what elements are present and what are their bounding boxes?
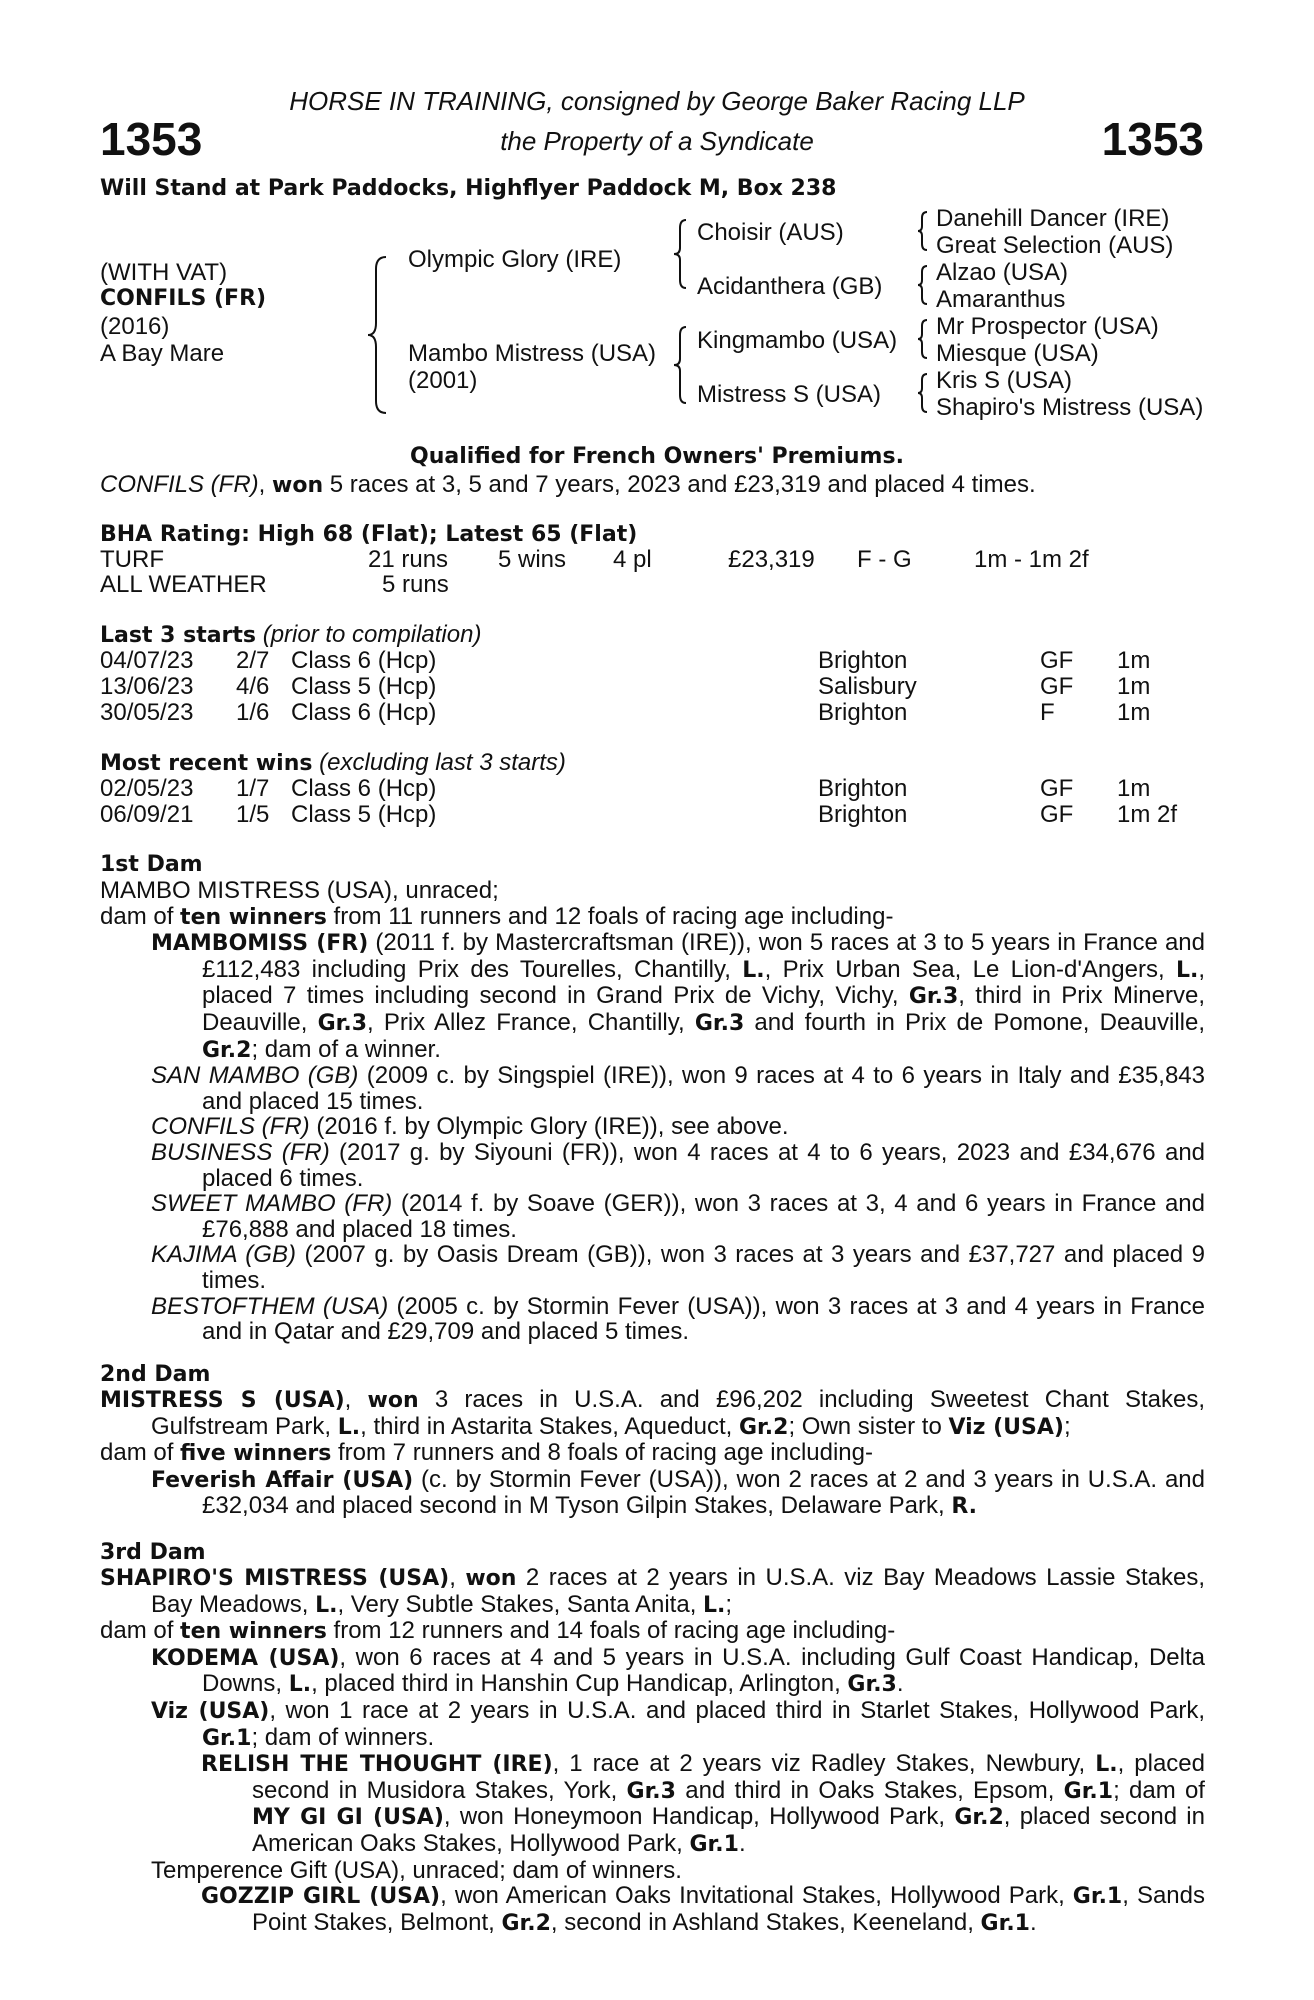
dam2-t1: 3 races in U.S.A. and £96,202 including Sweetest Chant Stakes, Gulfstream Park, bbox=[151, 1386, 1206, 1440]
win-date-0: 02/05/23 bbox=[100, 775, 194, 802]
san-mambo-text: (2009 c. by Singspiel (IRE)), won 9 races at 4 to 6 years in Italy and £35,843 and placed 15 times. bbox=[202, 1062, 1205, 1115]
record-wins-turf: 5 wins bbox=[498, 546, 567, 573]
dam2-name: MISTRESS S (USA) bbox=[100, 1388, 345, 1413]
confils-name: CONFILS (FR) bbox=[151, 1113, 310, 1141]
grade-mark: Gr.3 bbox=[626, 1778, 676, 1804]
relish-t7: . bbox=[738, 1829, 746, 1857]
dam2-d1: dam of bbox=[100, 1439, 181, 1467]
last3-pos-1: 4/6 bbox=[236, 673, 270, 700]
pedigree-dam-dam: Mistress S (USA) bbox=[697, 381, 882, 408]
grade-mark: Gr.3 bbox=[694, 1010, 745, 1036]
gozzip-girl-entry bbox=[201, 1883, 1205, 1936]
brace-g3 bbox=[918, 318, 930, 360]
horse-name: CONFILS (FR) bbox=[100, 286, 267, 311]
grade-mark: Gr.1 bbox=[1063, 1778, 1114, 1804]
record-distance-turf: 1m - 1m 2f bbox=[974, 546, 1089, 573]
brace-g2 bbox=[918, 264, 930, 306]
dam1-section bbox=[100, 878, 1205, 1345]
summary-won: won bbox=[272, 473, 324, 498]
grade-mark: Gr.1 bbox=[689, 1831, 739, 1857]
kajima-entry bbox=[151, 1242, 1205, 1293]
viz-name: Viz (USA) bbox=[151, 1698, 270, 1724]
dam2-section bbox=[100, 1387, 1205, 1520]
pedigree-g3: Alzao (USA) bbox=[936, 259, 1069, 286]
viz-entry bbox=[151, 1698, 1205, 1751]
pedigree-sire-sire: Choisir (AUS) bbox=[697, 219, 844, 246]
gozzip-t4: . bbox=[1029, 1908, 1037, 1936]
bha-rating: BHA Rating: High 68 (Flat); Latest 65 (Flat) bbox=[100, 522, 638, 547]
pedigree-g5: Mr Prospector (USA) bbox=[936, 313, 1159, 340]
bestofthem-name: BESTOFTHEM (USA) bbox=[151, 1292, 389, 1320]
grade-mark: Gr.3 bbox=[847, 1672, 897, 1698]
grade-mark: Gr.3 bbox=[908, 984, 959, 1010]
gozzip-t3: , second in Ashland Stakes, Keeneland, bbox=[550, 1908, 981, 1936]
lot-number-right: 1353 bbox=[1101, 113, 1204, 165]
dam2-sep: , bbox=[344, 1386, 368, 1413]
horse-year: (2016) bbox=[100, 313, 170, 340]
relish-t4: ; dam of bbox=[1113, 1776, 1205, 1804]
last3-dist-1: 1m bbox=[1117, 673, 1151, 700]
recent-wins-title: Most recent wins bbox=[100, 751, 313, 776]
viz-t2: ; dam of winners. bbox=[251, 1723, 435, 1751]
grade-mark: Gr.1 bbox=[980, 1910, 1030, 1936]
last3-note: (prior to compilation) bbox=[256, 621, 482, 648]
pedigree-g8: Shapiro's Mistress (USA) bbox=[936, 394, 1204, 421]
stand-location: Will Stand at Park Paddocks, Highflyer Paddock M, Box 238 bbox=[100, 176, 837, 201]
business-name: BUSINESS (FR) bbox=[151, 1138, 330, 1166]
win-going-1: GF bbox=[1040, 801, 1074, 828]
win-dist-0: 1m bbox=[1117, 775, 1151, 802]
qualified-note: Qualified for French Owners' Premiums. bbox=[410, 444, 904, 469]
kodema-entry bbox=[151, 1645, 1205, 1698]
record-surface-aw: ALL WEATHER bbox=[100, 571, 267, 598]
record-runs-turf: 21 runs bbox=[368, 546, 449, 573]
brace-g1 bbox=[918, 210, 930, 252]
business-entry bbox=[151, 1140, 1205, 1191]
gozzip-t1: , won American Oaks Invitational Stakes, Hollywood Park, bbox=[440, 1882, 1073, 1910]
sweet-mambo-text: (2014 f. by Soave (GER)), won 3 races at 3, 4 and 6 years in France and £76,888 and placed 18 times. bbox=[202, 1190, 1205, 1243]
pedigree-sire: Olympic Glory (IRE) bbox=[408, 246, 622, 273]
pedigree-g1: Danehill Dancer (IRE) bbox=[936, 205, 1170, 232]
bestofthem-text: (2005 c. by Stormin Fever (USA)), won 3 races at 3 and 4 years in France and in Qatar and £29,709 and placed 5 times. bbox=[202, 1292, 1205, 1346]
dam2-t3: ; Own sister to bbox=[788, 1412, 949, 1440]
summary-rest: 5 races at 3, 5 and 7 years, 2023 and £23,319 and placed 4 times. bbox=[323, 471, 1036, 498]
win-class-0: Class 6 (Hcp) bbox=[291, 775, 437, 802]
record-runs-aw: 5 runs bbox=[382, 571, 449, 598]
gozzip-t2: , Sands Point Stakes, Belmont, bbox=[252, 1882, 1206, 1936]
dam3-produce-line bbox=[100, 1618, 1205, 1645]
pedigree-sire-dam: Acidanthera (GB) bbox=[697, 273, 883, 300]
win-going-0: GF bbox=[1040, 775, 1074, 802]
listed-mark: L. bbox=[1095, 1752, 1118, 1778]
pedigree-g4: Amaranthus bbox=[936, 286, 1066, 313]
dam1-winners: ten winners bbox=[180, 904, 327, 930]
listed-mark: L. bbox=[1175, 957, 1199, 983]
mambomiss-entry bbox=[151, 930, 1205, 1063]
dam2-heading: 2nd Dam bbox=[100, 1362, 211, 1387]
last3-date-1: 13/06/23 bbox=[100, 673, 194, 700]
record-prize-turf: £23,319 bbox=[728, 546, 815, 573]
mambomiss-t3: , placed 7 times including second in Grand Prix de Vichy, Vichy, bbox=[202, 955, 1206, 1010]
last3-date-0: 04/07/23 bbox=[100, 647, 194, 674]
last3-heading bbox=[100, 622, 481, 649]
listed-mark: L. bbox=[337, 1414, 361, 1440]
kajima-text: (2007 g. by Oasis Dream (GB)), won 3 races at 3 years and £37,727 and placed 9 times. bbox=[202, 1241, 1205, 1294]
last3-course-2: Brighton bbox=[818, 699, 908, 726]
dam2-t2: , third in Astarita Stakes, Aqueduct, bbox=[360, 1412, 739, 1440]
last3-date-2: 30/05/23 bbox=[100, 699, 194, 726]
win-course-0: Brighton bbox=[818, 775, 908, 802]
my-gi-gi-name: MY GI GI (USA) bbox=[252, 1805, 444, 1831]
win-date-1: 06/09/21 bbox=[100, 801, 194, 828]
feverish-affair-text: (c. by Stormin Fever (USA)), won 2 races at 2 and 3 years in U.S.A. and £32,034 and placed second in M Tyson Gilpin Stakes, Delaware Park, bbox=[202, 1465, 1205, 1520]
last3-title: Last 3 starts bbox=[100, 623, 257, 648]
kodema-t2: , placed third in Hanshin Cup Handicap, Arlington, bbox=[311, 1670, 848, 1698]
dam2-t4: ; bbox=[1063, 1412, 1071, 1440]
pedigree-dam-year: (2001) bbox=[408, 367, 478, 394]
mambomiss-t1: (2011 f. by Mastercraftsman (IRE)), won 5 races at 3 to 5 years in France and £112,483 including Prix des Tourelles, Chantilly, bbox=[202, 929, 1205, 983]
pedigree-dam: Mambo Mistress (USA) bbox=[408, 340, 657, 367]
feverish-affair-entry bbox=[151, 1467, 1205, 1520]
dam3-name: SHAPIRO'S MISTRESS (USA) bbox=[100, 1566, 450, 1591]
pedigree-g2: Great Selection (AUS) bbox=[936, 232, 1174, 259]
dam2-d3: from 7 runners and 8 foals of racing age including- bbox=[331, 1439, 873, 1467]
listed-mark: L. bbox=[703, 1592, 726, 1618]
last3-dist-2: 1m bbox=[1117, 699, 1151, 726]
win-pos-1: 1/5 bbox=[236, 801, 270, 828]
race-summary bbox=[100, 472, 1036, 499]
last3-course-1: Salisbury bbox=[818, 673, 917, 700]
grade-mark: Gr.1 bbox=[202, 1725, 252, 1751]
dam3-section bbox=[100, 1565, 1205, 1936]
win-pos-0: 1/7 bbox=[236, 775, 270, 802]
pedigree-brace-main bbox=[372, 255, 392, 415]
record-placed-turf: 4 pl bbox=[613, 546, 652, 573]
mambomiss-t4: , third in Prix Minerve, Deauville, bbox=[202, 982, 1205, 1036]
horse-description: A Bay Mare bbox=[100, 340, 225, 367]
relish-name: RELISH THE THOUGHT (IRE) bbox=[201, 1752, 553, 1778]
relish-t1: , 1 race at 2 years viz Radley Stakes, Newbury, bbox=[552, 1750, 1096, 1778]
win-class-1: Class 5 (Hcp) bbox=[291, 801, 437, 828]
pedigree-brace-dam bbox=[676, 325, 690, 405]
last3-class-2: Class 6 (Hcp) bbox=[291, 699, 437, 726]
dam1-l2c: from 11 runners and 12 foals of racing age including- bbox=[326, 902, 894, 930]
last3-going-1: GF bbox=[1040, 673, 1074, 700]
relish-t2: , placed second in Musidora Stakes, York, bbox=[252, 1750, 1205, 1804]
grade-mark: Gr.3 bbox=[317, 1010, 367, 1036]
dam1-l2a: dam of bbox=[100, 902, 181, 930]
dam3-heading: 3rd Dam bbox=[100, 1540, 206, 1565]
summary-sep: , bbox=[258, 471, 273, 498]
confils-text: (2016 f. by Olympic Glory (IRE)), see above. bbox=[309, 1113, 789, 1141]
dam2-produce-line bbox=[100, 1440, 1205, 1467]
dam3-t3: ; bbox=[725, 1590, 733, 1618]
feverish-affair-name: Feverish Affair (USA) bbox=[151, 1467, 414, 1493]
relish-t5: , won Honeymoon Handicap, Hollywood Park, bbox=[443, 1803, 955, 1831]
dam2-viz: Viz (USA) bbox=[948, 1414, 1064, 1440]
record-going-turf: F - G bbox=[857, 546, 912, 573]
sweet-mambo-name: SWEET MAMBO (FR) bbox=[151, 1190, 393, 1218]
last3-pos-2: 1/6 bbox=[236, 699, 270, 726]
last3-class-0: Class 6 (Hcp) bbox=[291, 647, 437, 674]
summary-horse-name: CONFILS (FR) bbox=[100, 471, 259, 498]
relish-t3: and third in Oaks Stakes, Epsom, bbox=[675, 1776, 1064, 1804]
pedigree-brace-sire bbox=[676, 218, 690, 290]
dam3-d3: from 12 runners and 14 foals of racing age including- bbox=[326, 1617, 896, 1645]
dam2-entry bbox=[100, 1387, 1205, 1440]
grade-mark: Gr.2 bbox=[202, 1037, 252, 1063]
mambomiss-t6: and fourth in Prix de Pomone, Deauville, bbox=[744, 1008, 1205, 1036]
vat-label: (WITH VAT) bbox=[100, 259, 228, 286]
dam3-d1: dam of bbox=[100, 1617, 181, 1645]
recent-wins-heading bbox=[100, 750, 566, 777]
temperence-gift-entry: Temperence Gift (USA), unraced; dam of winners. bbox=[151, 1856, 682, 1884]
property-line: the Property of a Syndicate bbox=[500, 126, 814, 156]
dam1-line: MAMBO MISTRESS (USA), unraced; bbox=[100, 877, 499, 904]
grade-mark: Gr.1 bbox=[1072, 1884, 1123, 1910]
last3-class-1: Class 5 (Hcp) bbox=[291, 673, 437, 700]
lot-number-left: 1353 bbox=[100, 113, 203, 165]
gozzip-girl-name: GOZZIP GIRL (USA) bbox=[201, 1884, 441, 1910]
brace-g4 bbox=[918, 372, 930, 414]
pedigree-g6: Miesque (USA) bbox=[936, 340, 1099, 367]
kajima-name: KAJIMA (GB) bbox=[151, 1241, 296, 1269]
restricted-mark: R. bbox=[951, 1494, 978, 1520]
mambomiss-t2: , Prix Urban Sea, Le Lion-d'Angers, bbox=[764, 955, 1176, 983]
san-mambo-name: SAN MAMBO (GB) bbox=[151, 1062, 359, 1090]
listed-mark: L. bbox=[742, 957, 765, 983]
kodema-name: KODEMA (USA) bbox=[151, 1645, 340, 1671]
dam3-sep: , bbox=[449, 1564, 466, 1591]
listed-mark: L. bbox=[288, 1672, 312, 1698]
relish-entry bbox=[201, 1751, 1205, 1857]
mambomiss-name: MAMBOMISS (FR) bbox=[151, 931, 369, 957]
dam3-won: won bbox=[465, 1566, 517, 1591]
last3-course-0: Brighton bbox=[818, 647, 908, 674]
viz-t1: , won 1 race at 2 years in U.S.A. and placed third in Starlet Stakes, Hollywood Park, bbox=[269, 1696, 1205, 1724]
confils-entry bbox=[151, 1114, 1205, 1140]
kodema-t1: , won 6 races at 4 and 5 years in U.S.A. including Gulf Coast Handicap, Delta Downs, bbox=[202, 1643, 1205, 1698]
dam2-won: won bbox=[367, 1388, 419, 1413]
sweet-mambo-entry bbox=[151, 1191, 1205, 1242]
win-dist-1: 1m 2f bbox=[1117, 801, 1178, 828]
last3-dist-0: 1m bbox=[1117, 647, 1151, 674]
listed-mark: L. bbox=[315, 1592, 338, 1618]
record-surface-turf: TURF bbox=[100, 546, 164, 573]
mambomiss-t5: , Prix Allez France, Chantilly, bbox=[367, 1008, 695, 1036]
dam1-heading: 1st Dam bbox=[100, 852, 203, 877]
last3-going-2: F bbox=[1040, 699, 1055, 726]
grade-mark: Gr.2 bbox=[501, 1910, 551, 1936]
mambomiss-t7: ; dam of a winner. bbox=[251, 1035, 441, 1063]
dam1-produce-line bbox=[100, 904, 1205, 931]
dam3-t2: , Very Subtle Stakes, Santa Anita, bbox=[337, 1590, 704, 1618]
last3-going-0: GF bbox=[1040, 647, 1074, 674]
kodema-t3: . bbox=[896, 1670, 904, 1698]
business-text: (2017 g. by Siyouni (FR)), won 4 races at 4 to 6 years, 2023 and £34,676 and placed 6 times. bbox=[202, 1138, 1206, 1192]
relish-t6: , placed second in American Oaks Stakes, Hollywood Park, bbox=[252, 1803, 1205, 1857]
dam3-entry bbox=[100, 1565, 1205, 1618]
pedigree-dam-sire: Kingmambo (USA) bbox=[697, 327, 898, 354]
dam2-winners: five winners bbox=[180, 1441, 332, 1467]
grade-mark: Gr.2 bbox=[954, 1805, 1004, 1831]
dam3-winners: ten winners bbox=[180, 1619, 327, 1645]
pedigree-g7: Kris S (USA) bbox=[936, 367, 1073, 394]
dam3-t1: 2 races at 2 years in U.S.A. viz Bay Meadows Lassie Stakes, Bay Meadows, bbox=[151, 1564, 1205, 1618]
san-mambo-entry bbox=[151, 1063, 1205, 1114]
last3-pos-0: 2/7 bbox=[236, 647, 270, 674]
grade-mark: Gr.2 bbox=[739, 1414, 789, 1440]
bestofthem-entry bbox=[151, 1294, 1205, 1345]
consignor-line: HORSE IN TRAINING, consigned by George Baker Racing LLP bbox=[289, 86, 1025, 116]
recent-wins-note: (excluding last 3 starts) bbox=[312, 749, 566, 776]
win-course-1: Brighton bbox=[818, 801, 908, 828]
